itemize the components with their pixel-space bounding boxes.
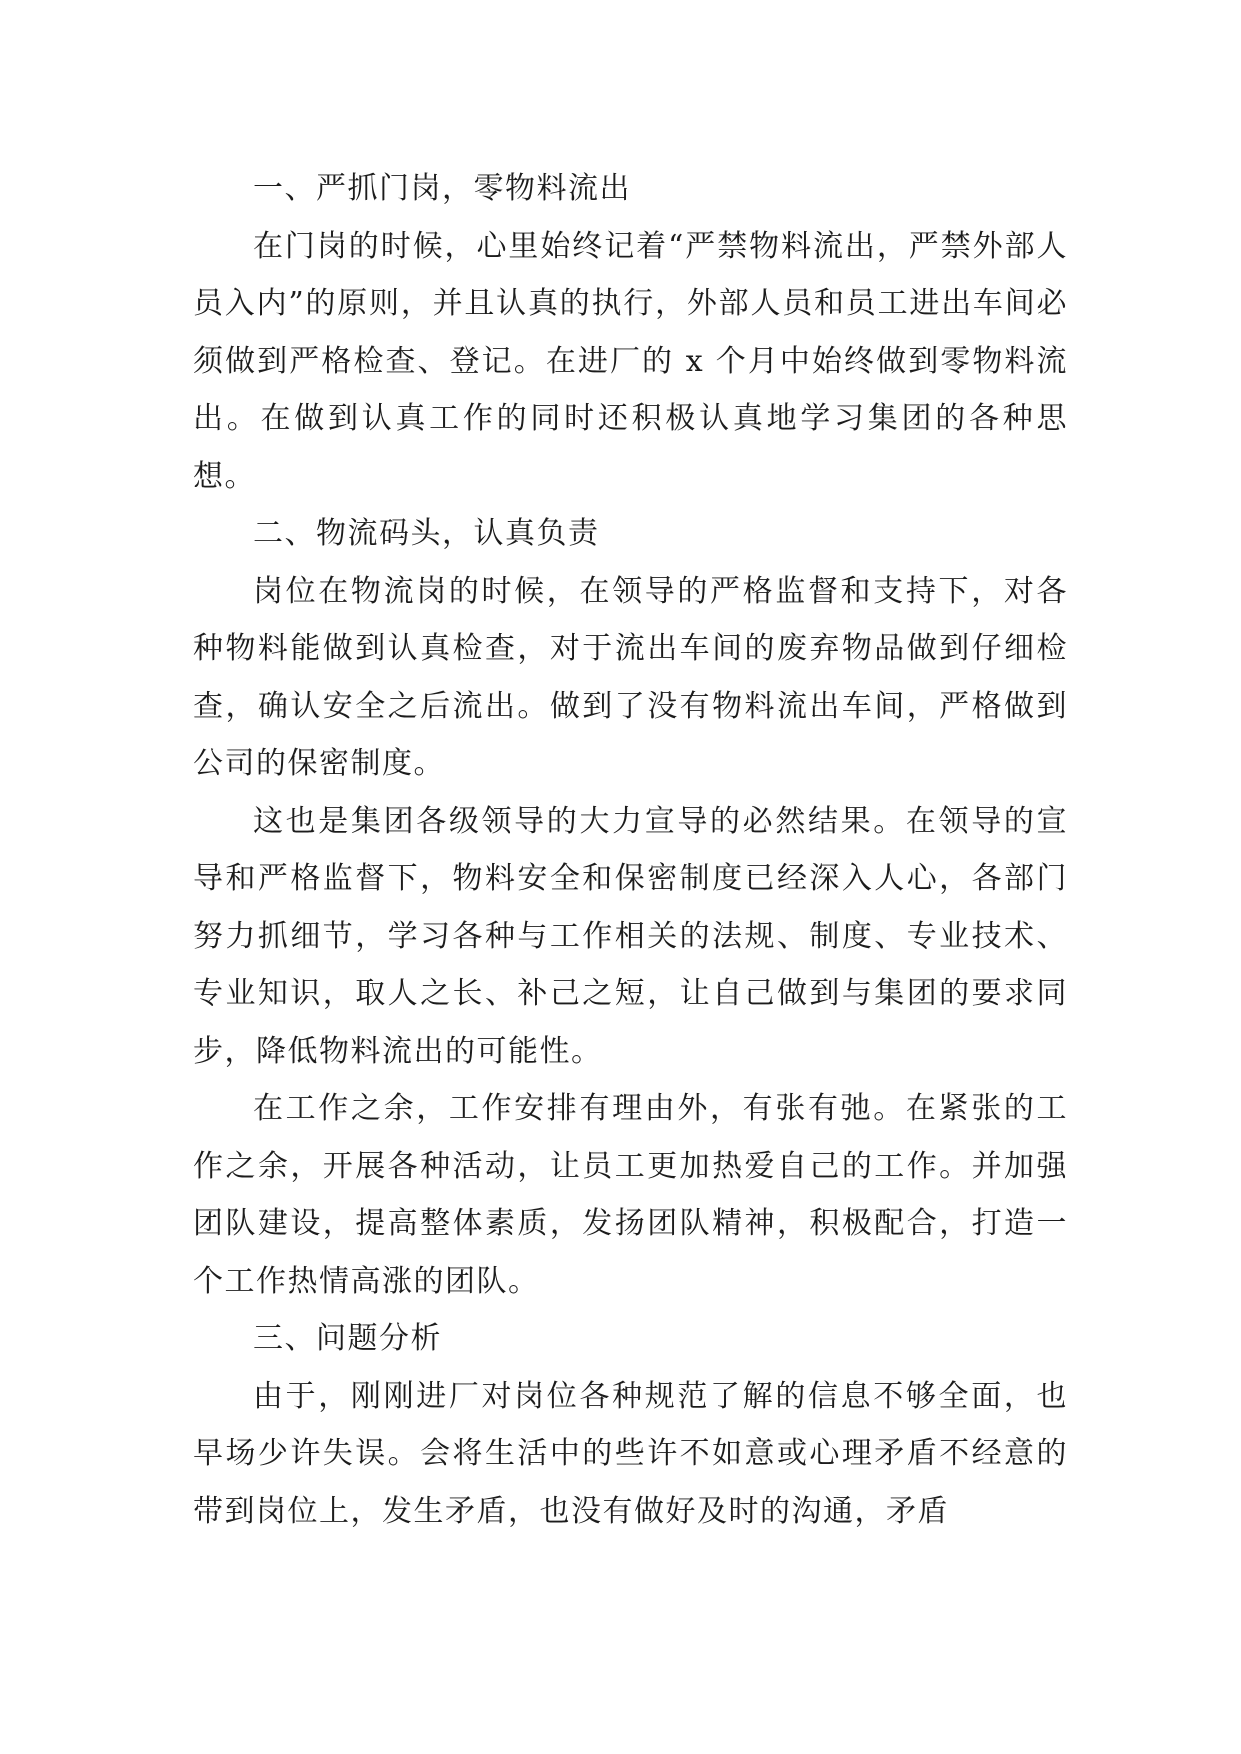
paragraph-problem-analysis: 由于，刚刚进厂对岗位各种规范了解的信息不够全面，也早场少许失误。会将生活中的些许不如意或心理矛盾不经意的带到岗位上，发生矛盾，也没有做好及时的沟通，矛盾 [193, 1378, 1068, 1529]
section-heading-3: 三、问题分析 [253, 1321, 442, 1356]
section-heading-2: 二、物流码头，认真负责 [253, 516, 600, 551]
paragraph-gate-duty: 在门岗的时候，心里始终记着“严禁物料流出，严禁外部人员入内”的原则，并且认真的执行，外部人员和员工进出车间必须做到严格检查、登记。在进厂的 x 个月中始终做到零物料流出。在做到认真工作的同时还积极认真地学习集团的各种思想。 [193, 228, 1068, 494]
paragraph-leadership: 这也是集团各级领导的大力宣导的必然结果。在领导的宣导和严格监督下，物料安全和保密制度已经深入人心，各部门努力抓细节，学习各种与工作相关的法规、制度、专业技术、专业知识，取人之长、补己之短，让自己做到与集团的要求同步，降低物料流出的可能性。 [193, 803, 1068, 1069]
paragraph-logistics-duty: 岗位在物流岗的时候，在领导的严格监督和支持下，对各种物料能做到认真检查，对于流出车间的废弃物品做到仔细检查，确认安全之后流出。做到了没有物料流出车间，严格做到公司的保密制度。 [193, 573, 1068, 781]
section-heading-1: 一、严抓门岗，零物料流出 [253, 171, 631, 206]
document-body [193, 160, 1068, 1540]
paragraph-team-building: 在工作之余，工作安排有理由外，有张有弛。在紧张的工作之余，开展各种活动，让员工更加热爱自己的工作。并加强团队建设，提高整体素质，发扬团队精神，积极配合，打造一个工作热情高涨的团队。 [193, 1091, 1068, 1299]
